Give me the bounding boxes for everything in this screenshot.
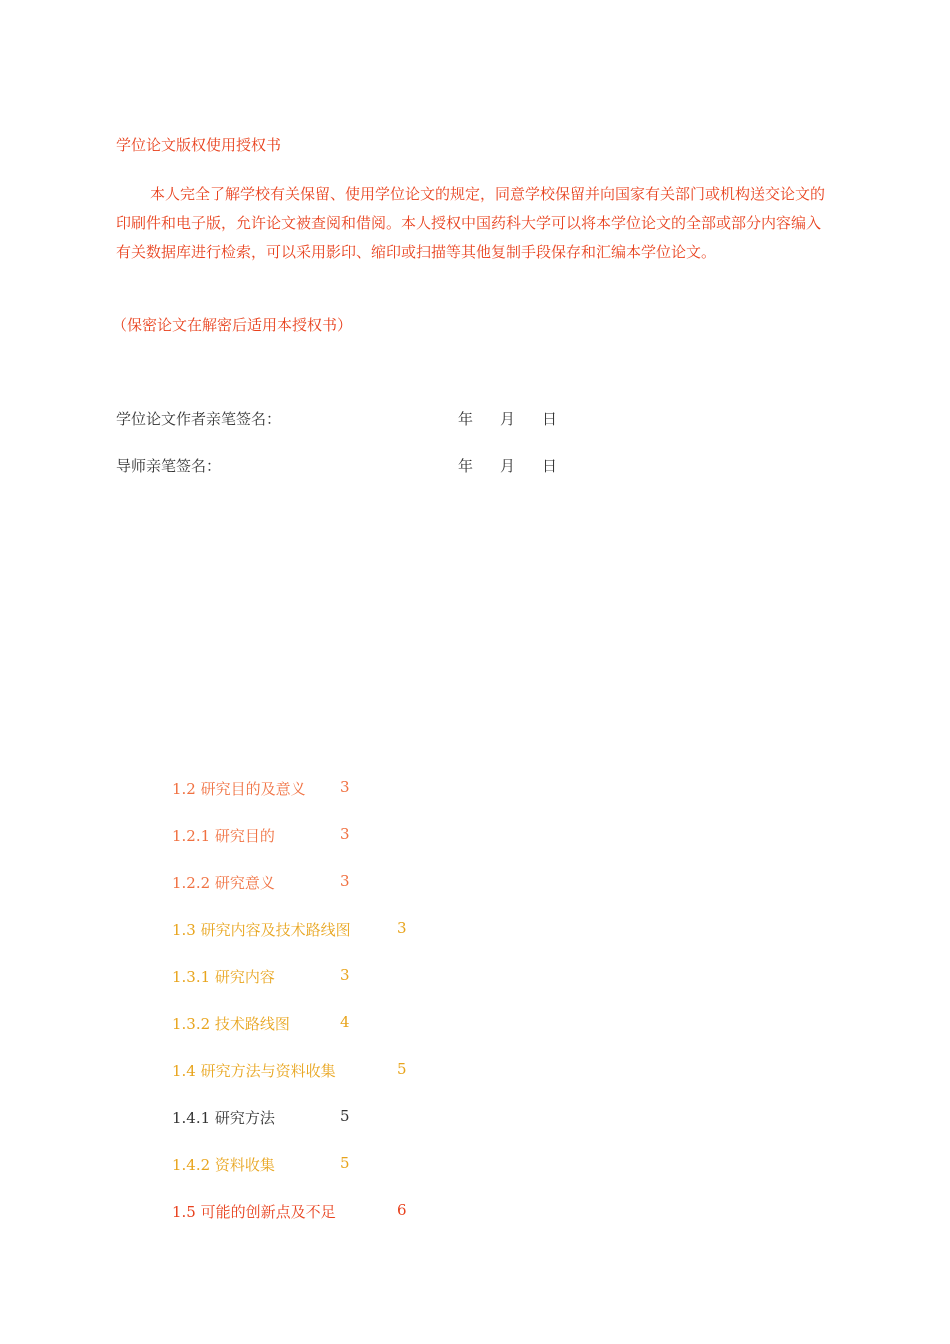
toc-entry-text: 1.5 可能的创新点及不足 [172,1203,336,1221]
toc-entry[interactable] [172,825,472,847]
author-signature-label: 学位论文作者亲笔签名： [116,410,282,428]
toc-entry[interactable] [172,1201,472,1223]
toc-entry-page: 3 [340,872,350,890]
toc-entry[interactable] [172,872,472,894]
authorization-body: 本人完全了解学校有关保留、使用学位论文的规定，同意学校保留并向国家有关部门或机构送交论文的印刷件和电子版，允许论文被查阅和借阅。本人授权中国药科大学可以将本学位论文的全部或部分内容编入有关数据库进行检索，可以采用影印、缩印或扫描等其他复制手段保存和汇编本学位论文。 [116,185,826,261]
toc-entry-page: 3 [397,919,407,937]
toc-entry-page: 6 [397,1201,407,1219]
toc-entry-page: 5 [397,1060,407,1078]
advisor-year-label: 年 [458,457,474,475]
author-year-label: 年 [458,410,474,428]
toc-entry-page: 5 [340,1107,350,1125]
toc-entry-text: 1.4 研究方法与资料收集 [172,1062,336,1080]
toc-entry[interactable] [172,1154,472,1176]
toc-entry-text: 1.2.1 研究目的 [172,827,275,845]
toc-entry[interactable] [172,778,472,800]
authorization-title: 学位论文版权使用授权书 [116,136,282,154]
toc-entry-text: 1.4.2 资料收集 [172,1156,275,1174]
toc-entry-text: 1.2.2 研究意义 [172,874,275,892]
advisor-signature-label: 导师亲笔签名： [116,457,222,475]
toc-entry-text: 1.3 研究内容及技术路线图 [172,921,351,939]
toc-entry-page: 3 [340,778,350,796]
author-month-label: 月 [500,410,516,428]
toc-entry-text: 1.3.2 技术路线图 [172,1015,290,1033]
toc-entry-page: 5 [340,1154,350,1172]
authorization-note: （保密论文在解密后适用本授权书） [112,316,353,334]
toc-entry-page: 3 [340,966,350,984]
toc-entry[interactable] [172,1060,472,1082]
advisor-day-label: 日 [542,457,558,475]
toc-entry[interactable] [172,1107,472,1129]
toc-entry-text: 1.3.1 研究内容 [172,968,275,986]
toc-entry-text: 1.2 研究目的及意义 [172,780,306,798]
advisor-month-label: 月 [500,457,516,475]
toc-entry[interactable] [172,919,472,941]
toc-entry[interactable] [172,1013,472,1035]
toc-entry-page: 3 [340,825,350,843]
toc-entry-text: 1.4.1 研究方法 [172,1109,275,1127]
author-day-label: 日 [542,410,558,428]
toc-entry[interactable] [172,966,472,988]
toc-entry-page: 4 [340,1013,350,1031]
